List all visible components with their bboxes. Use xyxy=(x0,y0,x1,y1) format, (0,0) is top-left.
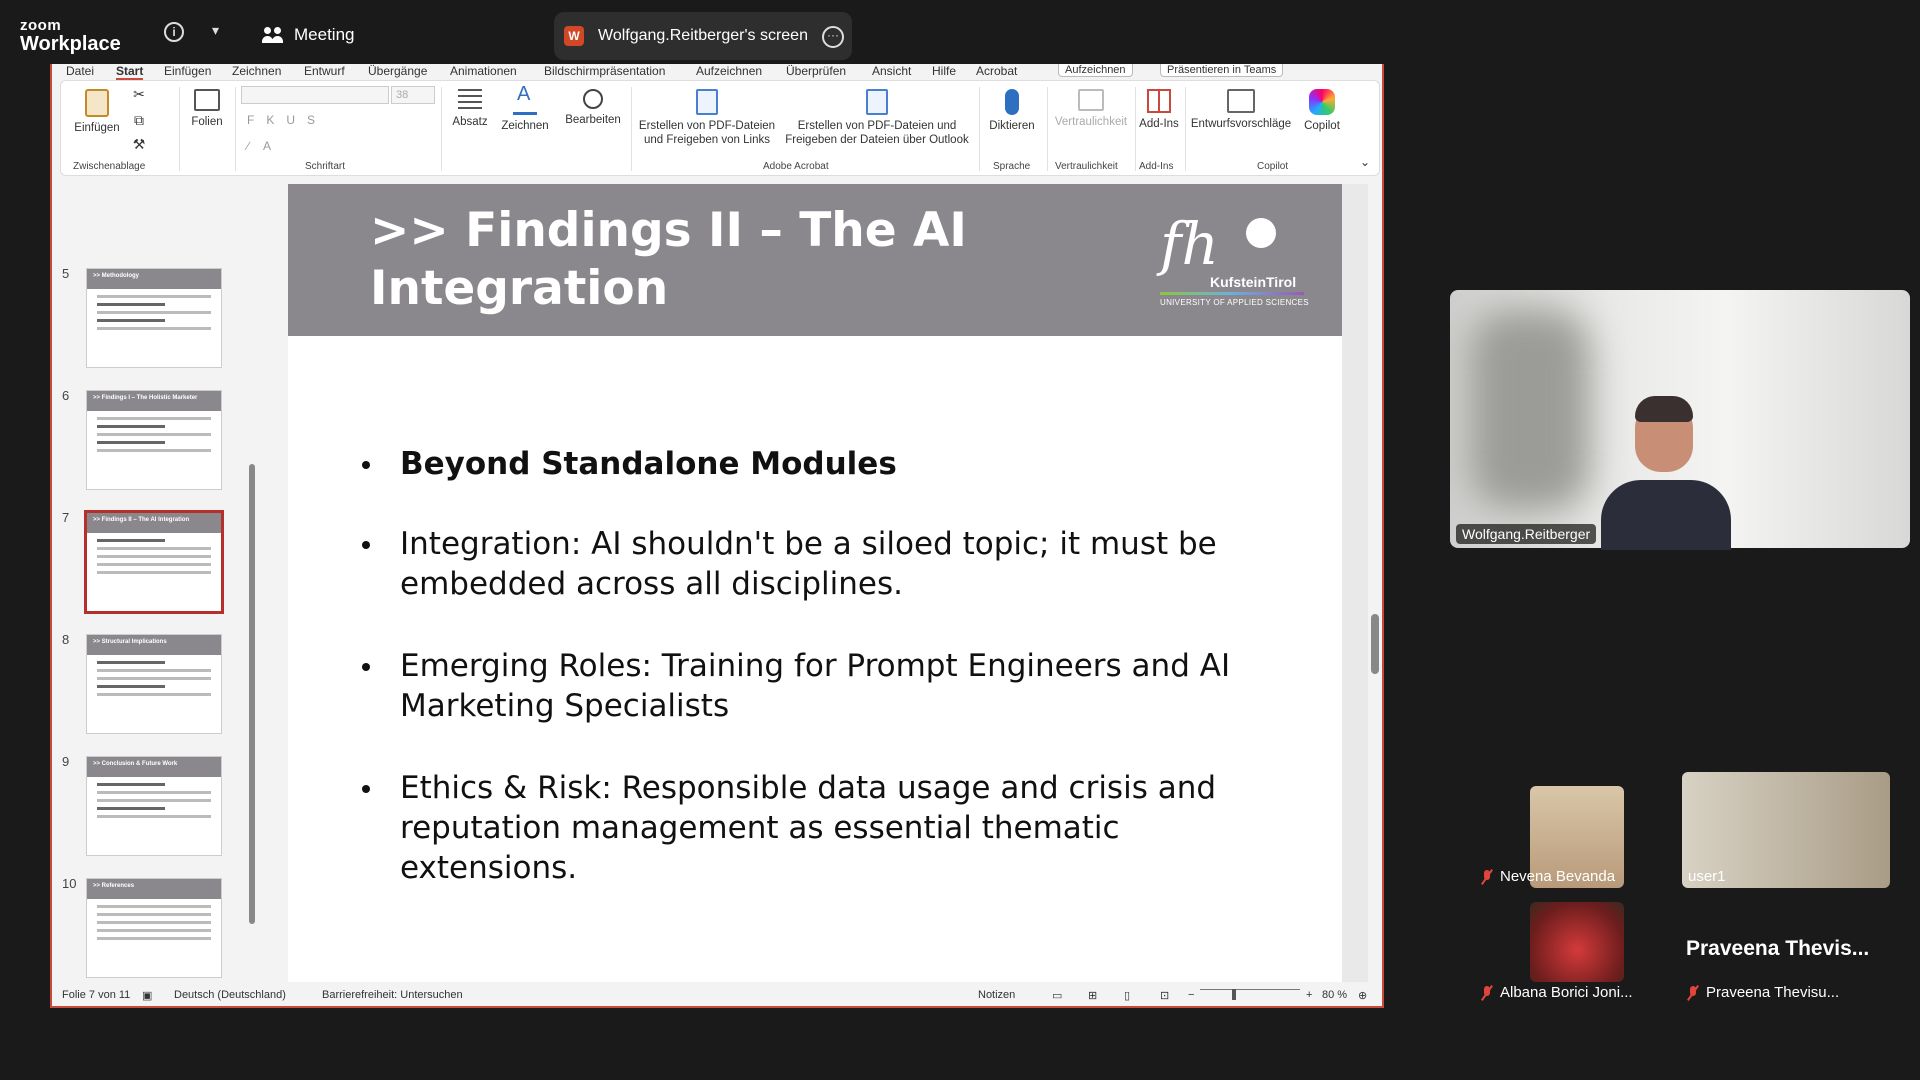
meeting-label: Meeting xyxy=(294,25,355,44)
slide-body[interactable] xyxy=(362,444,1302,930)
ribbon-tabs xyxy=(52,64,1382,80)
acrobat-group-label: Adobe Acrobat xyxy=(763,161,829,172)
paragraph-label: Absatz xyxy=(452,116,488,128)
font-group-label: Schriftart xyxy=(305,161,346,172)
logo-fh-text: fh xyxy=(1160,210,1219,278)
slide-thumbnail[interactable] xyxy=(86,268,222,368)
copilot-label: Copilot xyxy=(1304,120,1340,132)
reading-view-icon[interactable]: ▯ xyxy=(1124,990,1131,1002)
powerpoint-icon: W xyxy=(564,26,584,46)
design-ideas-button[interactable] xyxy=(1189,89,1293,131)
mic-off-icon xyxy=(1482,986,1492,1000)
thumbnail-number: 5 xyxy=(62,266,70,281)
fit-slide-icon[interactable]: ⊕ xyxy=(1358,990,1368,1002)
bullet-item: Beyond Standalone Modules xyxy=(362,444,1302,484)
design-ideas-label: Entwurfsvorschläge xyxy=(1190,118,1292,130)
paragraph-button[interactable] xyxy=(447,89,493,129)
participant-name: Nevena Bevanda xyxy=(1500,868,1616,885)
editing-button[interactable] xyxy=(561,89,625,127)
tab-animationen[interactable]: Animationen xyxy=(450,64,517,78)
participant-video-albana[interactable] xyxy=(1530,902,1624,982)
slide-thumbnail[interactable] xyxy=(86,756,222,856)
tab-ansicht[interactable]: Ansicht xyxy=(872,64,912,78)
font-color-buttons[interactable]: ∕A xyxy=(247,139,286,153)
thumbnail-scrollbar[interactable] xyxy=(249,464,255,924)
zoom-logo xyxy=(20,18,121,54)
thumbnail-title: >> Conclusion & Future Work xyxy=(87,757,221,777)
spellcheck-icon[interactable]: ▣ xyxy=(142,990,153,1002)
tab-hilfe[interactable]: Hilfe xyxy=(932,64,957,78)
tab-aufzeichnen[interactable]: Aufzeichnen xyxy=(696,64,763,78)
bullet-item: Emerging Roles: Training for Prompt Engineers and AI Marketing Specialists xyxy=(362,646,1302,726)
speaker-figure xyxy=(1625,400,1705,548)
chevron-down-icon[interactable]: ▾ xyxy=(212,22,220,38)
thumbnail-number: 10 xyxy=(62,876,77,891)
collapse-ribbon-icon[interactable]: ⌄ xyxy=(1359,155,1371,169)
info-icon[interactable]: i xyxy=(164,22,184,42)
zoom-slider[interactable] xyxy=(1200,989,1300,990)
slide-canvas xyxy=(288,184,1368,982)
tab-ueberpruefen[interactable]: Überprüfen xyxy=(786,64,847,78)
participant-label-praveena xyxy=(1688,984,1839,1001)
voice-group-label: Sprache xyxy=(993,161,1031,172)
slide-position: Folie 7 von 11 xyxy=(62,989,131,1001)
dictate-label: Diktieren xyxy=(989,120,1035,132)
bullet-item: Integration: AI shouldn't be a siloed topic; it must be embedded across all disciplines. xyxy=(362,524,1302,604)
pdf-links-button[interactable] xyxy=(637,89,777,147)
font-size-select[interactable]: 38 xyxy=(391,86,435,104)
thumbnail-title: >> Structural Implications xyxy=(87,635,221,655)
participant-label-albana xyxy=(1482,984,1633,1001)
participant-label-user1: user1 xyxy=(1688,868,1726,885)
format-painter-icon[interactable]: ⚒ xyxy=(132,136,146,152)
microphone-icon xyxy=(1005,89,1019,115)
editing-label: Bearbeiten xyxy=(565,114,621,126)
tab-zeichnen[interactable]: Zeichnen xyxy=(232,64,282,78)
current-slide[interactable] xyxy=(288,184,1342,982)
copilot-group-label: Copilot xyxy=(1257,161,1289,172)
mic-off-icon xyxy=(1482,870,1492,884)
paragraph-icon xyxy=(458,89,482,111)
meeting-button[interactable] xyxy=(262,25,354,45)
slide-thumbnail[interactable] xyxy=(86,878,222,978)
thumbnail-number: 8 xyxy=(62,632,70,647)
sensitivity-icon xyxy=(1078,89,1104,111)
thumbnail-title: >> Findings II – The AI Integration xyxy=(87,513,221,533)
paste-label: Einfügen xyxy=(74,122,120,134)
pdf-icon xyxy=(696,89,718,115)
notes-button[interactable]: Notizen xyxy=(978,989,1016,1001)
logo-university-text: UNIVERSITY OF APPLIED SCIENCES xyxy=(1160,298,1309,307)
copy-icon[interactable]: ⧉ xyxy=(134,112,144,128)
search-icon xyxy=(583,89,603,109)
slide-thumbnails-panel xyxy=(52,180,252,984)
font-style-buttons[interactable]: FKUS xyxy=(247,113,328,127)
pdf-links-label: Erstellen von PDF-Dateien und Freigeben von Links xyxy=(638,120,776,146)
drawing-label: Zeichnen xyxy=(501,120,549,132)
participants-icon xyxy=(262,27,284,43)
more-options-icon[interactable]: ··· xyxy=(822,26,844,48)
slide-header-bar xyxy=(288,184,1342,336)
design-ideas-icon xyxy=(1227,89,1255,113)
slide-thumbnail-selected[interactable] xyxy=(84,510,224,614)
mic-off-icon xyxy=(1688,986,1698,1000)
status-bar xyxy=(52,984,1384,1006)
thumbnail-number: 7 xyxy=(62,510,70,525)
zoom-level[interactable]: 80 % xyxy=(1322,989,1348,1001)
thumbnail-number: 6 xyxy=(62,388,70,403)
copilot-button[interactable] xyxy=(1297,89,1347,133)
language-status[interactable]: Deutsch (Deutschland) xyxy=(174,989,286,1001)
logo-sun-icon xyxy=(1246,218,1276,248)
pdf-outlook-label: Erstellen von PDF-Dateien und Freigeben der Dateien über Outlook xyxy=(785,120,969,146)
slides-label: Folien xyxy=(191,116,223,128)
participant-label-nevena xyxy=(1482,868,1615,885)
tab-bildschirmpraesentation[interactable]: Bildschirmpräsentation xyxy=(544,64,666,78)
sensitivity-group-label: Vertraulichkeit xyxy=(1055,161,1118,172)
paste-icon xyxy=(85,89,109,117)
slide-thumbnail[interactable] xyxy=(86,634,222,734)
addins-label: Add-Ins xyxy=(1139,118,1179,130)
thumbnail-number: 9 xyxy=(62,754,70,769)
accessibility-status[interactable]: Barrierefreiheit: Untersuchen xyxy=(322,989,463,1001)
fh-kufstein-logo xyxy=(1160,210,1330,320)
thumbnail-title: >> References xyxy=(87,879,221,899)
addins-button[interactable] xyxy=(1139,89,1179,131)
participant-name-main: Wolfgang.Reitberger xyxy=(1456,524,1596,544)
participant-name: Albana Borici Joni... xyxy=(1500,984,1633,1001)
slide-sorter-icon[interactable]: ⊞ xyxy=(1088,990,1098,1002)
paste-button[interactable] xyxy=(71,89,123,135)
tab-acrobat[interactable]: Acrobat xyxy=(976,64,1018,78)
bullet-item: Ethics & Risk: Responsible data usage and crisis and reputation management as essential thematic extensions. xyxy=(362,768,1302,888)
record-button[interactable]: Aufzeichnen xyxy=(1058,64,1133,77)
present-in-teams-button[interactable]: Präsentieren in Teams xyxy=(1160,64,1283,77)
zoom-out-icon[interactable]: − xyxy=(1188,989,1195,1001)
copilot-icon xyxy=(1309,89,1335,115)
slide-scrollbar[interactable] xyxy=(1371,614,1379,674)
sensitivity-button[interactable] xyxy=(1051,89,1131,129)
normal-view-icon[interactable]: ▭ xyxy=(1052,990,1063,1002)
logo-kufstein-tirol: KufsteinTirol xyxy=(1210,274,1297,290)
ribbon xyxy=(60,80,1380,176)
zoom-in-icon[interactable]: + xyxy=(1306,989,1313,1001)
slides-button[interactable] xyxy=(185,89,229,129)
slideshow-icon[interactable]: ⊡ xyxy=(1160,990,1170,1002)
thumbnail-title: >> Methodology xyxy=(87,269,221,289)
dictate-button[interactable] xyxy=(983,89,1041,133)
tab-start[interactable]: Start xyxy=(116,64,144,78)
thumbnail-title: >> Findings I – The Holistic Marketer xyxy=(87,391,221,411)
tab-uebergaenge[interactable]: Übergänge xyxy=(368,64,428,78)
font-family-select[interactable] xyxy=(241,86,389,104)
logo-stripe xyxy=(1160,292,1304,295)
tab-datei[interactable]: Datei xyxy=(66,64,95,78)
pdf-outlook-button[interactable] xyxy=(785,89,969,147)
tab-einfuegen[interactable]: Einfügen xyxy=(164,64,212,78)
sensitivity-label: Vertraulichkeit xyxy=(1054,116,1128,128)
clipboard-group-label: Zwischenablage xyxy=(73,161,146,172)
slide-title[interactable]: >> Findings II – The AI Integration xyxy=(370,203,967,316)
zoom-top-bar xyxy=(0,0,1920,64)
zoom-slider-knob[interactable] xyxy=(1232,989,1236,1000)
drawing-icon xyxy=(513,89,537,115)
drawing-button[interactable] xyxy=(497,89,553,133)
cut-icon[interactable]: ✂ xyxy=(133,86,145,102)
participant-big-name-praveena[interactable]: Praveena Thevis... xyxy=(1686,937,1870,960)
zoom-brand-small: zoom xyxy=(20,17,62,34)
tab-entwurf[interactable]: Entwurf xyxy=(304,64,345,78)
powerpoint-window xyxy=(50,64,1384,1008)
addins-icon xyxy=(1147,89,1171,113)
participant-name: Praveena Thevisu... xyxy=(1706,984,1840,1001)
share-title: Wolfgang.Reitberger's screen xyxy=(598,27,808,44)
screen-share-pill[interactable] xyxy=(554,12,852,60)
slide-thumbnail[interactable] xyxy=(86,390,222,490)
addins-group-label: Add-Ins xyxy=(1139,161,1174,172)
zoom-brand-big: Workplace xyxy=(20,33,121,55)
pdf-outlook-icon xyxy=(866,89,888,115)
new-slide-icon xyxy=(194,89,220,111)
